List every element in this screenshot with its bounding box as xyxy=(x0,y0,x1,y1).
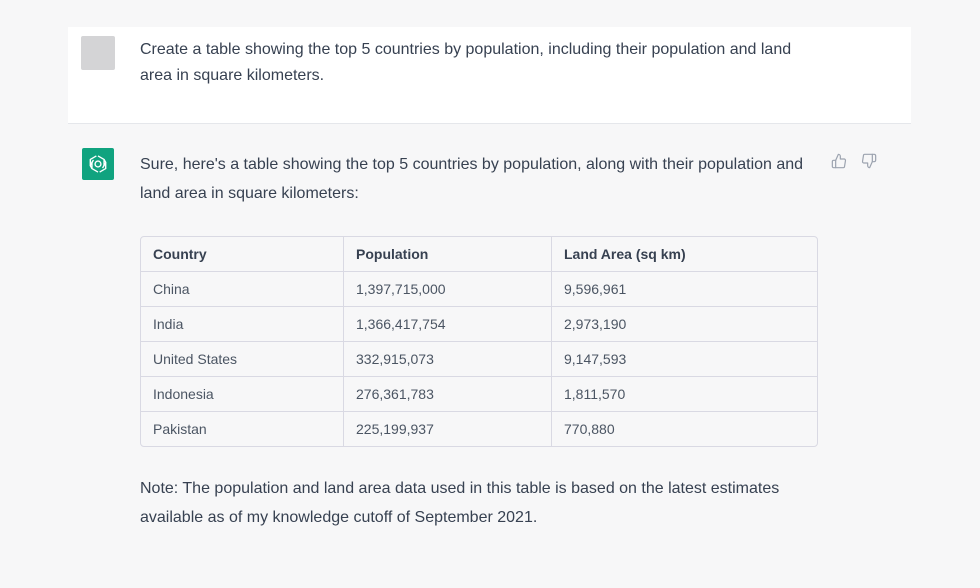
table-row xyxy=(141,412,817,447)
table-row xyxy=(141,377,817,412)
cell-population: 225,199,937 xyxy=(344,412,552,447)
user-message xyxy=(68,27,911,124)
thumbs-up-button[interactable] xyxy=(830,152,848,170)
header-population: Population xyxy=(344,237,552,272)
cell-country: Pakistan xyxy=(141,412,344,447)
cell-population: 332,915,073 xyxy=(344,342,552,377)
thumbs-down-button[interactable] xyxy=(860,152,878,170)
user-message-text: Create a table showing the top 5 countries by population, including their population and land area in square kilometers. xyxy=(140,41,792,84)
country-table xyxy=(140,236,818,447)
cell-land-area: 9,147,593 xyxy=(552,342,818,377)
cell-population: 276,361,783 xyxy=(344,377,552,412)
table-header-row xyxy=(141,237,817,272)
assistant-message xyxy=(68,124,911,558)
cell-land-area: 770,880 xyxy=(564,421,615,437)
cell-country: China xyxy=(141,272,344,307)
cell-population: 1,366,417,754 xyxy=(344,307,552,342)
cell-country: India xyxy=(141,307,344,342)
feedback-buttons xyxy=(830,152,878,170)
thumbs-up-icon xyxy=(831,153,847,169)
thumbs-down-icon xyxy=(861,153,877,169)
header-country: Country xyxy=(141,237,344,272)
cell-land-area: 9,596,961 xyxy=(552,272,818,307)
cell-country: United States xyxy=(141,342,344,377)
cell-population: 1,397,715,000 xyxy=(344,272,552,307)
table-row xyxy=(141,272,817,307)
header-land-area: Land Area (sq km) xyxy=(552,237,818,272)
user-avatar xyxy=(81,36,115,70)
assistant-avatar xyxy=(82,148,114,180)
cell-land-area: 1,811,570 xyxy=(552,377,818,412)
table-row xyxy=(141,342,817,377)
assistant-note-text: Note: The population and land area data used in this table is based on the latest estimates available as of my knowledge cutoff of September 2021. xyxy=(140,480,780,526)
table-row xyxy=(141,307,817,342)
assistant-intro-text: Sure, here's a table showing the top 5 countries by population, along with their population and land area in square kilometers: xyxy=(140,156,804,202)
cell-country: Indonesia xyxy=(141,377,344,412)
openai-logo-icon xyxy=(87,153,109,175)
cell-land-area: 2,973,190 xyxy=(552,307,818,342)
